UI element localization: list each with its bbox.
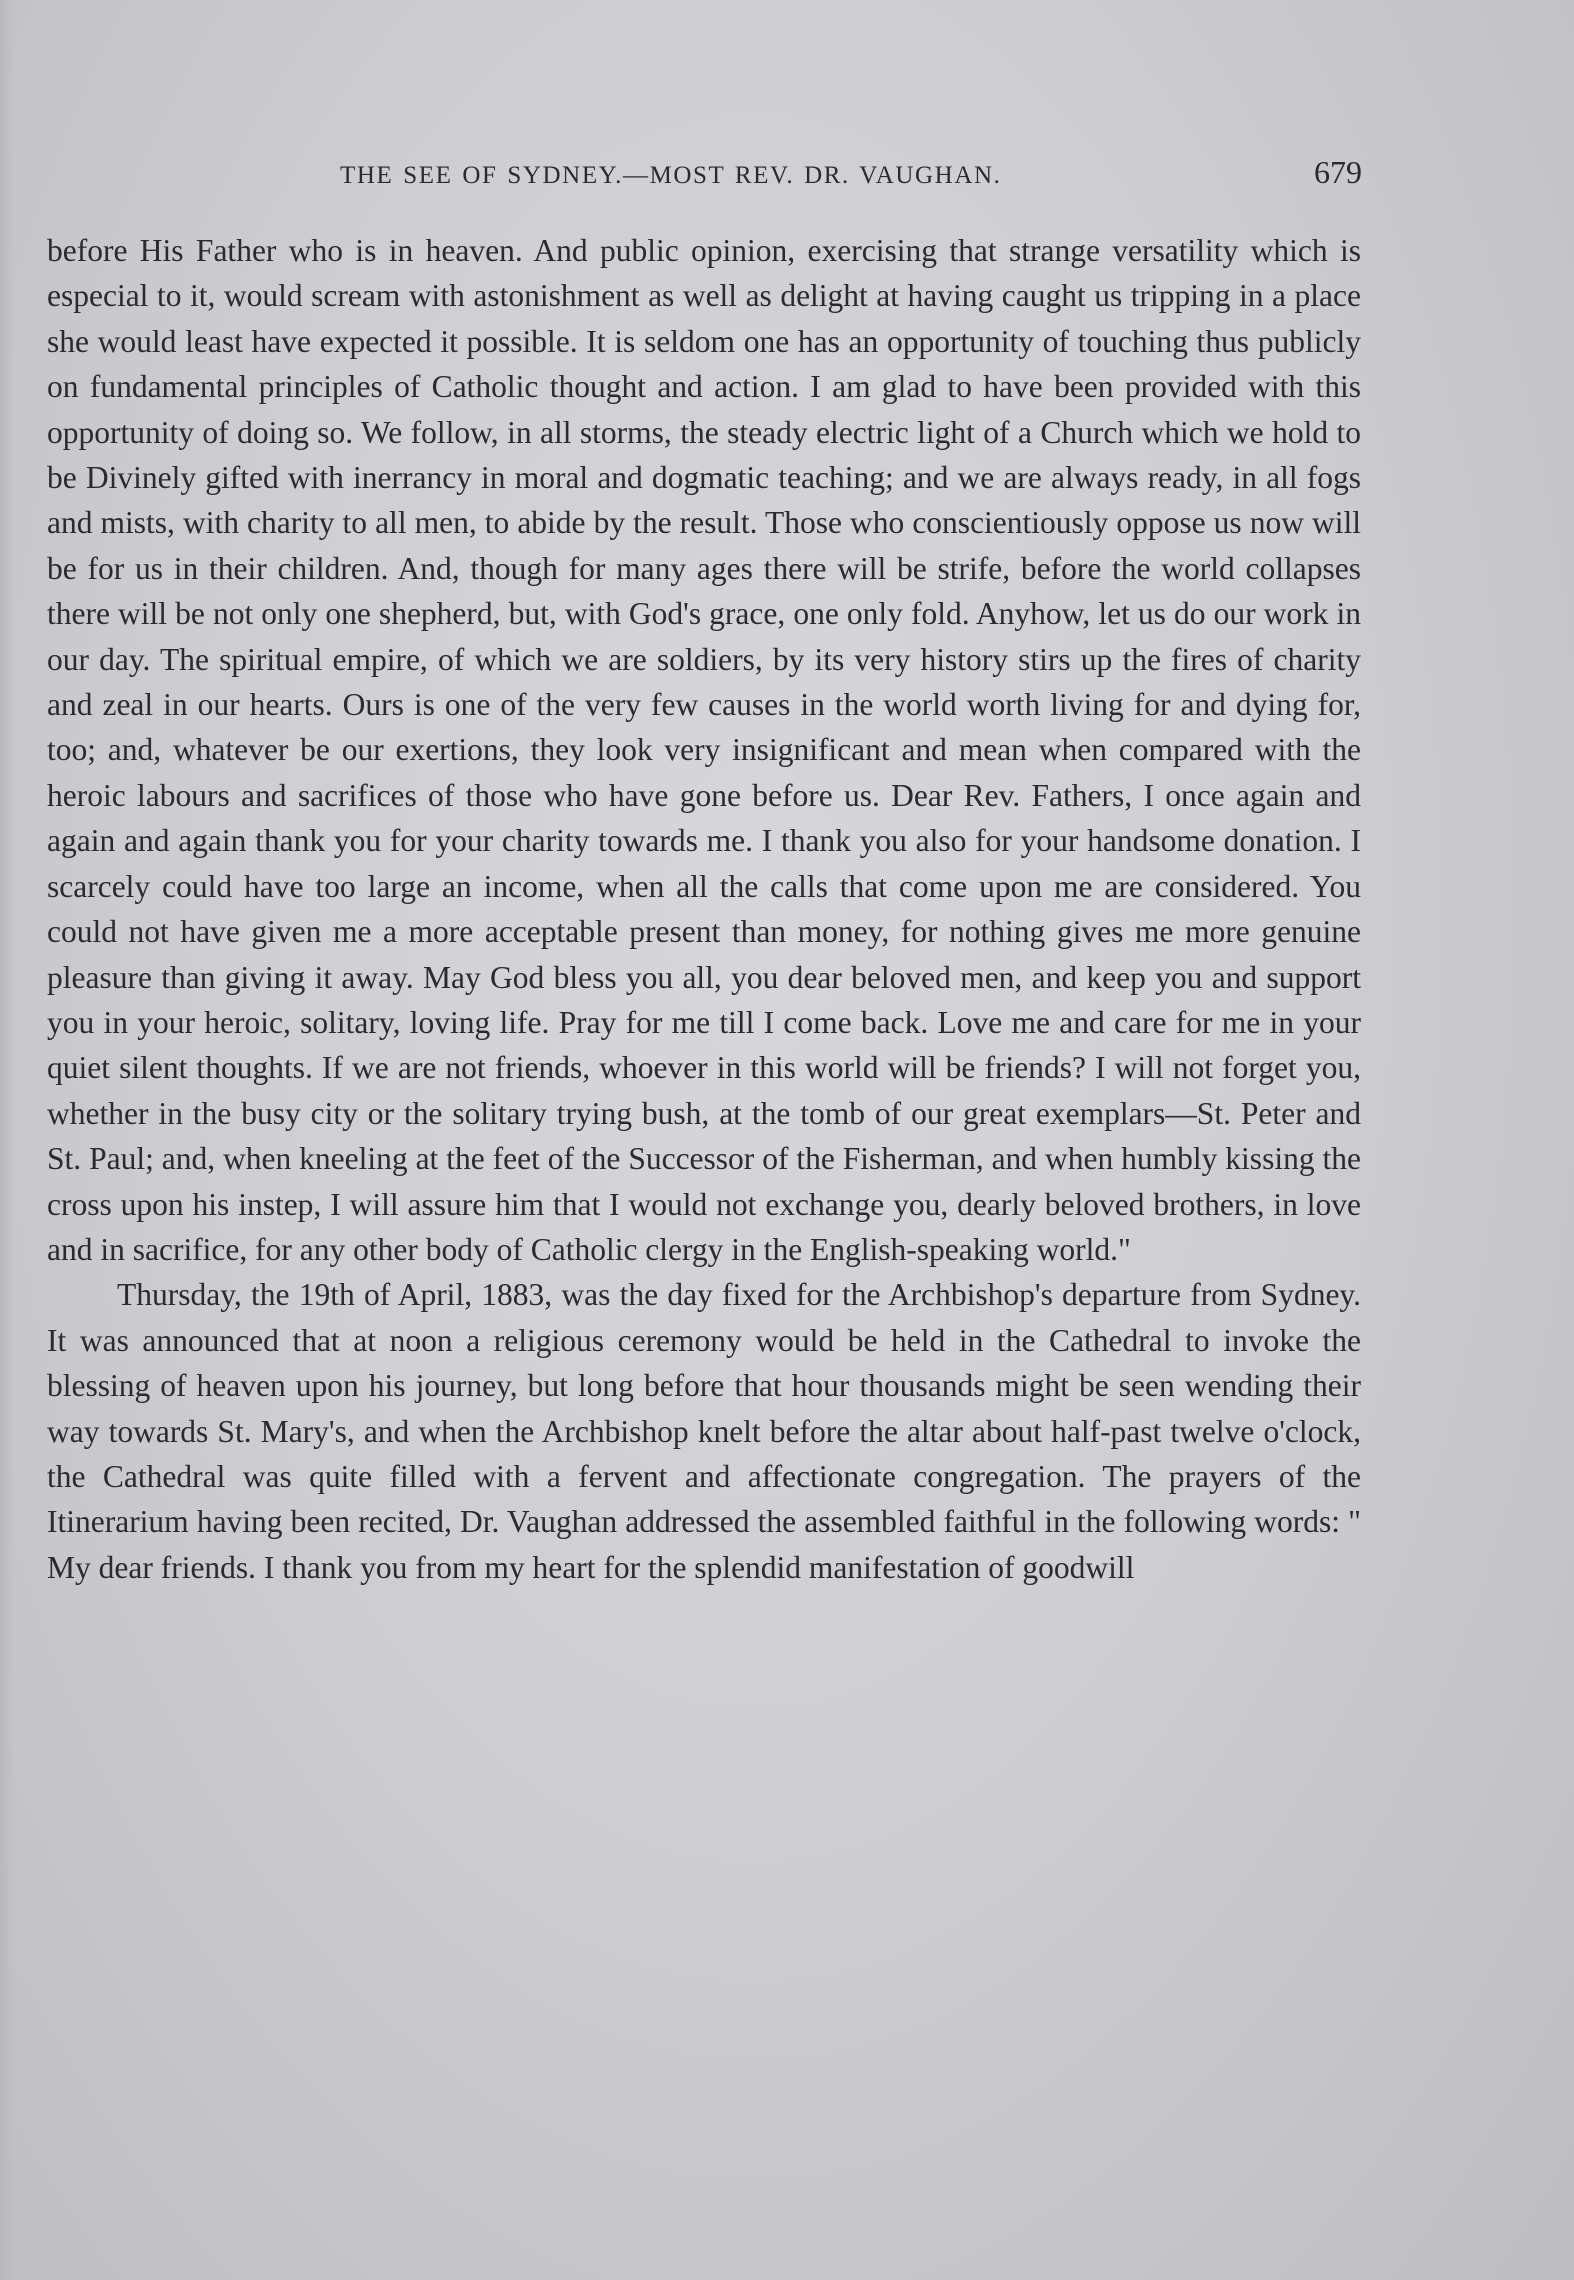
paragraph-departure: Thursday, the 19th of April, 1883, was the day fixed for the Archbishop's departure from Sydney. It was announced that at noon a religious ceremony would be held in the Cathedral to invoke the blessing of heaven upon his journey, but long before that hour thousands might be seen wending their way towards St. Mary's, and when the Archbishop knelt before the altar about half-past twelve o'clock, the Cathedral was quite filled with a fervent and affectionate congregation. The prayers of the Itinerarium having been recited, Dr. Vaughan addressed the assembled faithful in the following words: " My dear friends. I thank you from my heart for the splendid manifestation of goodwill bbox=[47, 1277, 1361, 1585]
running-head bbox=[50, 150, 1362, 200]
paragraph-continued-speech: before His Father who is in heaven. And public opinion, exercising that strange versatility which is especial to it, would scream with astonishment as well as delight at having caught us tripping in a place she would least have expected it possible. It is seldom one has an opportunity of touching thus publicly on fundamental principles of Catholic thought and action. I am glad to have been provided with this opportunity of doing so. We follow, in all storms, the steady electric light of a Church which we hold to be Divinely gifted with inerrancy in moral and dogmatic teaching; and we are always ready, in all fogs and mists, with charity to all men, to abide by the result. Those who conscientiously oppose us now will be for us in their children. And, though for many ages there will be strife, before the world collapses there will be not only one shepherd, but, with God's grace, one only fold. Anyhow, let us do our work in our day. The spiritual empire, of which we are soldiers, by its very history stirs up the fires of charity and zeal in our hearts. Ours is one of the very few causes in the world worth living for and dying for, too; and, whatever be our exertions, they look very insignificant and mean when compared with the heroic labours and sacrifices of those who have gone before us. Dear Rev. Fathers, I once again and again and again thank you for your charity towards me. I thank you also for your handsome donation. I scarcely could have too large an income, when all the calls that come upon me are considered. You could not have given me a more acceptable present than money, for nothing gives me more genuine pleasure than giving it away. May God bless you all, you dear beloved men, and keep you and support you in your heroic, solitary, loving life. Pray for me till I come back. Love me and care for me in your quiet silent thoughts. If we are not friends, whoever in this world will be friends? I will not forget you, whether in the busy city or the solitary trying bush, at the tomb of our great exemplars—St. Peter and St. Paul; and, when kneeling at the feet of the Successor of the Fisherman, and when humbly kissing the cross upon his instep, I will assure him that I would not exchange you, dearly beloved brothers, in love and in sacrifice, for any other body of Catholic clergy in the English-speaking world." bbox=[47, 233, 1361, 1267]
binding-shadow bbox=[0, 0, 14, 2280]
body-text bbox=[47, 228, 1361, 1590]
page-number: 679 bbox=[1314, 154, 1362, 190]
running-title: THE SEE OF SYDNEY.—MOST REV. DR. VAUGHAN. bbox=[340, 162, 1002, 189]
